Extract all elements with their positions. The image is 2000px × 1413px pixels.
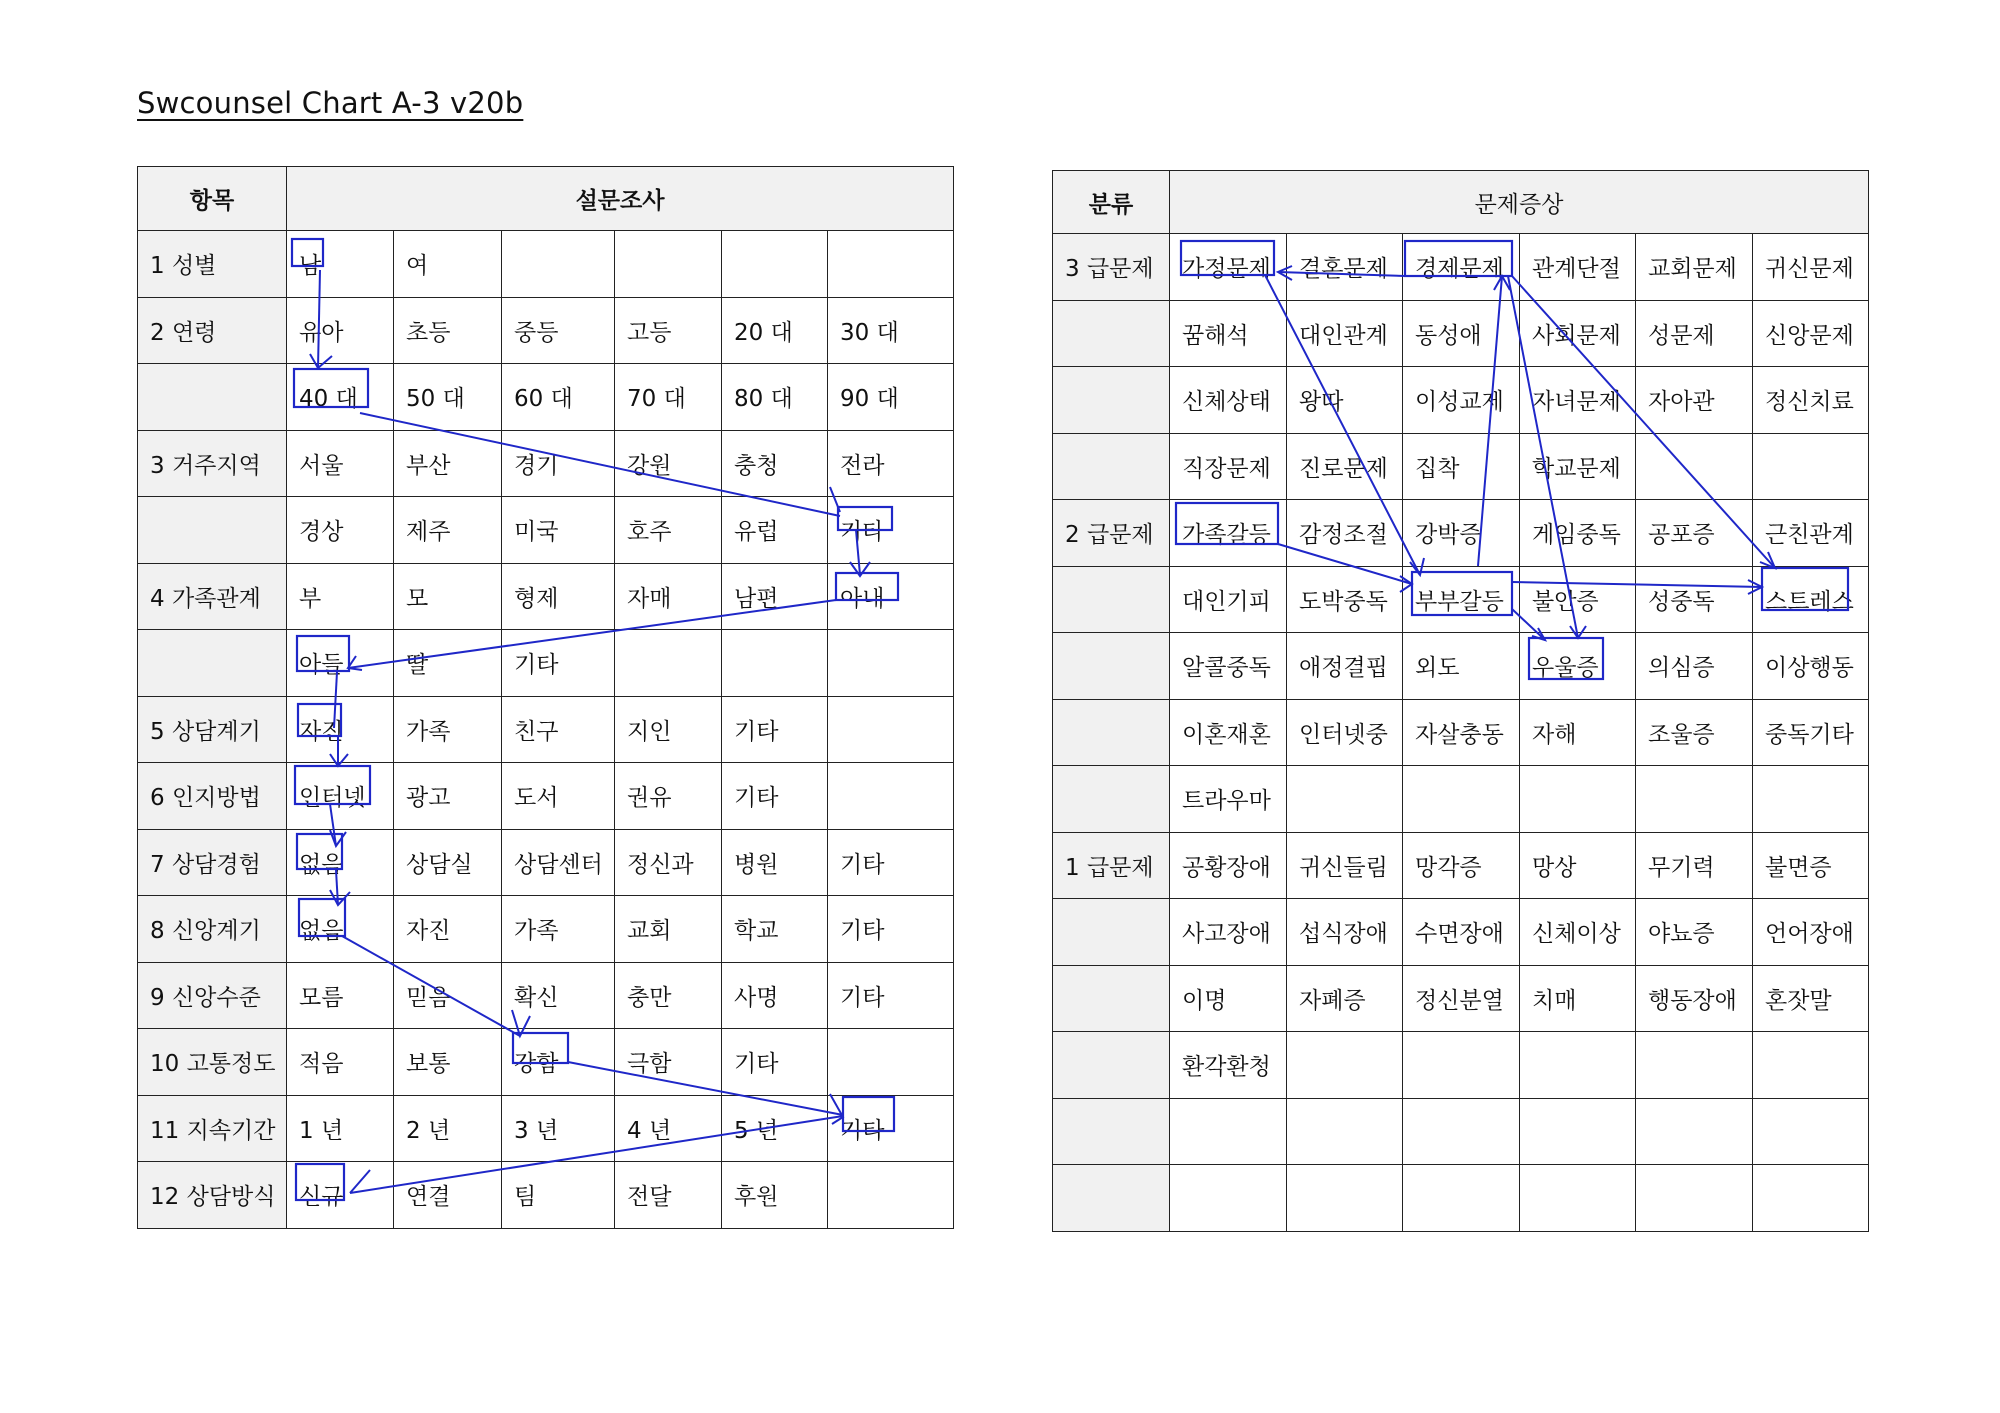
problems-option-cell: 자살충동 <box>1403 699 1520 766</box>
problems-option-cell: 이성교제 <box>1403 367 1520 434</box>
survey-option-cell: 경상 <box>287 497 394 564</box>
problems-option-cell: 이명 <box>1170 965 1287 1032</box>
survey-row <box>138 962 954 1029</box>
problems-row-label <box>1053 899 1170 966</box>
survey-option-cell: 충만 <box>615 962 722 1029</box>
survey-option-cell: 보통 <box>394 1029 502 1096</box>
survey-option-cell: 2 년 <box>394 1095 502 1162</box>
survey-option-cell <box>615 630 722 697</box>
survey-option-cell: 부 <box>287 563 394 630</box>
problems-option-cell: 의심증 <box>1636 633 1753 700</box>
problems-option-cell <box>1753 1165 1869 1232</box>
problems-option-cell: 관계단절 <box>1520 234 1636 301</box>
survey-option-cell: 남 <box>287 231 394 298</box>
survey-option-cell: 4 년 <box>615 1095 722 1162</box>
problems-option-cell <box>1520 1098 1636 1165</box>
survey-option-cell: 권유 <box>615 763 722 830</box>
problems-option-cell <box>1753 1098 1869 1165</box>
survey-option-cell: 기타 <box>722 696 828 763</box>
problems-option-cell: 교회문제 <box>1636 234 1753 301</box>
survey-row <box>138 1162 954 1229</box>
survey-row <box>138 563 954 630</box>
problems-option-cell <box>1287 766 1403 833</box>
problems-option-cell: 애정결핍 <box>1287 633 1403 700</box>
problems-option-cell: 신체상태 <box>1170 367 1287 434</box>
survey-option-cell: 정신과 <box>615 829 722 896</box>
survey-row-label: 12 상담방식 <box>138 1162 287 1229</box>
survey-option-cell: 믿음 <box>394 962 502 1029</box>
problems-option-cell: 왕따 <box>1287 367 1403 434</box>
problems-option-cell <box>1520 1032 1636 1099</box>
problems-option-cell: 중독기타 <box>1753 699 1869 766</box>
survey-option-cell: 부산 <box>394 430 502 497</box>
survey-option-cell: 유럽 <box>722 497 828 564</box>
problems-row <box>1053 1165 1869 1232</box>
survey-option-cell: 60 대 <box>502 364 615 431</box>
problems-option-cell <box>1636 1165 1753 1232</box>
survey-option-cell <box>615 231 722 298</box>
problems-option-cell: 자아관 <box>1636 367 1753 434</box>
survey-option-cell <box>722 231 828 298</box>
problems-option-cell: 대인기피 <box>1170 566 1287 633</box>
problems-option-cell <box>1753 766 1869 833</box>
problems-option-cell: 귀신문제 <box>1753 234 1869 301</box>
survey-option-cell: 80 대 <box>722 364 828 431</box>
problems-option-cell: 부부갈등 <box>1403 566 1520 633</box>
survey-row-label: 5 상담계기 <box>138 696 287 763</box>
category-header: 분류 <box>1053 171 1170 234</box>
problems-row <box>1053 1098 1869 1165</box>
survey-option-cell <box>828 1162 954 1229</box>
survey-row <box>138 1029 954 1096</box>
survey-option-cell: 강원 <box>615 430 722 497</box>
survey-option-cell: 형제 <box>502 563 615 630</box>
survey-option-cell: 호주 <box>615 497 722 564</box>
problems-row <box>1053 300 1869 367</box>
problems-option-cell <box>1287 1032 1403 1099</box>
survey-option-cell: 충청 <box>722 430 828 497</box>
problems-option-cell: 섭식장애 <box>1287 899 1403 966</box>
problems-option-cell: 사고장애 <box>1170 899 1287 966</box>
problems-option-cell: 가정문제 <box>1170 234 1287 301</box>
survey-option-cell: 강함 <box>502 1029 615 1096</box>
survey-option-cell <box>828 763 954 830</box>
survey-row <box>138 896 954 963</box>
survey-option-cell: 연결 <box>394 1162 502 1229</box>
problems-option-cell: 자녀문제 <box>1520 367 1636 434</box>
problems-option-cell <box>1636 766 1753 833</box>
problems-option-cell: 불안증 <box>1520 566 1636 633</box>
survey-option-cell: 5 년 <box>722 1095 828 1162</box>
problems-option-cell: 조울증 <box>1636 699 1753 766</box>
survey-option-cell: 서울 <box>287 430 394 497</box>
survey-option-cell: 확신 <box>502 962 615 1029</box>
survey-row-label: 6 인지방법 <box>138 763 287 830</box>
problems-row <box>1053 433 1869 500</box>
problems-option-cell: 치매 <box>1520 965 1636 1032</box>
survey-option-cell: 40 대 <box>287 364 394 431</box>
survey-option-cell: 기타 <box>502 630 615 697</box>
survey-option-cell <box>828 630 954 697</box>
problems-option-cell: 근친관계 <box>1753 500 1869 567</box>
survey-row-label: 10 고통정도 <box>138 1029 287 1096</box>
problems-option-cell <box>1403 1165 1520 1232</box>
problems-option-cell: 직장문제 <box>1170 433 1287 500</box>
problems-option-cell: 대인관계 <box>1287 300 1403 367</box>
survey-option-cell: 제주 <box>394 497 502 564</box>
problems-option-cell <box>1403 766 1520 833</box>
survey-row-label <box>138 630 287 697</box>
problems-row-label <box>1053 367 1170 434</box>
problems-option-cell: 스트레스 <box>1753 566 1869 633</box>
problems-row-label <box>1053 566 1170 633</box>
survey-row <box>138 763 954 830</box>
survey-row-label: 11 지속기간 <box>138 1095 287 1162</box>
problems-option-cell: 무기력 <box>1636 832 1753 899</box>
survey-row <box>138 1095 954 1162</box>
survey-option-cell: 자진 <box>394 896 502 963</box>
problems-option-cell: 정신분열 <box>1403 965 1520 1032</box>
survey-option-cell: 사명 <box>722 962 828 1029</box>
problems-row <box>1053 1032 1869 1099</box>
problems-option-cell: 이혼재혼 <box>1170 699 1287 766</box>
survey-option-cell: 신규 <box>287 1162 394 1229</box>
problems-option-cell: 혼잣말 <box>1753 965 1869 1032</box>
problems-option-cell <box>1636 1032 1753 1099</box>
problems-option-cell: 귀신들림 <box>1287 832 1403 899</box>
problems-row-label <box>1053 1098 1170 1165</box>
problems-option-cell: 망각증 <box>1403 832 1520 899</box>
survey-row <box>138 297 954 364</box>
survey-option-cell: 친구 <box>502 696 615 763</box>
survey-option-cell: 기타 <box>828 1095 954 1162</box>
problems-option-cell: 언어장애 <box>1753 899 1869 966</box>
survey-option-cell: 극함 <box>615 1029 722 1096</box>
problems-option-cell: 공포증 <box>1636 500 1753 567</box>
problems-option-cell <box>1287 1098 1403 1165</box>
survey-option-cell: 고등 <box>615 297 722 364</box>
problems-option-cell <box>1287 1165 1403 1232</box>
survey-option-cell: 지인 <box>615 696 722 763</box>
problems-option-cell <box>1403 1098 1520 1165</box>
document-title: Swcounsel Chart A-3 v20b <box>137 86 524 120</box>
problems-option-cell: 도박중독 <box>1287 566 1403 633</box>
problems-option-cell: 외도 <box>1403 633 1520 700</box>
survey-row-label: 1 성별 <box>138 231 287 298</box>
problems-option-cell: 수면장애 <box>1403 899 1520 966</box>
survey-option-cell: 전라 <box>828 430 954 497</box>
survey-option-cell <box>502 231 615 298</box>
survey-option-cell <box>828 1029 954 1096</box>
problems-option-cell: 자폐증 <box>1287 965 1403 1032</box>
survey-option-cell: 인터넷 <box>287 763 394 830</box>
survey-option-cell: 기타 <box>828 896 954 963</box>
symptoms-header: 문제증상 <box>1170 171 1869 234</box>
survey-option-cell: 팀 <box>502 1162 615 1229</box>
problems-option-cell: 동성애 <box>1403 300 1520 367</box>
problems-row <box>1053 899 1869 966</box>
survey-row <box>138 630 954 697</box>
survey-option-cell: 기타 <box>722 1029 828 1096</box>
problems-option-cell: 공황장애 <box>1170 832 1287 899</box>
survey-row <box>138 829 954 896</box>
problems-option-cell: 망상 <box>1520 832 1636 899</box>
survey-row-label: 9 신앙수준 <box>138 962 287 1029</box>
survey-option-cell: 교회 <box>615 896 722 963</box>
survey-option-cell: 적음 <box>287 1029 394 1096</box>
survey-option-cell: 학교 <box>722 896 828 963</box>
problems-option-cell <box>1636 1098 1753 1165</box>
problems-row <box>1053 633 1869 700</box>
survey-option-cell: 전달 <box>615 1162 722 1229</box>
survey-option-cell: 초등 <box>394 297 502 364</box>
problems-row-label <box>1053 699 1170 766</box>
problems-option-cell: 야뇨증 <box>1636 899 1753 966</box>
survey-option-cell: 30 대 <box>828 297 954 364</box>
survey-row <box>138 231 954 298</box>
survey-option-cell: 유아 <box>287 297 394 364</box>
survey-option-cell: 가족 <box>502 896 615 963</box>
survey-option-cell: 20 대 <box>722 297 828 364</box>
problems-option-cell: 감정조절 <box>1287 500 1403 567</box>
problems-option-cell: 성중독 <box>1636 566 1753 633</box>
problems-row <box>1053 367 1869 434</box>
problems-row <box>1053 832 1869 899</box>
problems-row-label: 3 급문제 <box>1053 234 1170 301</box>
survey-option-cell: 경기 <box>502 430 615 497</box>
problems-option-cell: 가족갈등 <box>1170 500 1287 567</box>
survey-option-cell: 기타 <box>828 497 954 564</box>
survey-option-cell: 50 대 <box>394 364 502 431</box>
survey-option-cell: 기타 <box>722 763 828 830</box>
survey-row-label: 8 신앙계기 <box>138 896 287 963</box>
problems-row <box>1053 965 1869 1032</box>
problems-option-cell <box>1170 1165 1287 1232</box>
survey-row <box>138 430 954 497</box>
survey-row <box>138 364 954 431</box>
survey-option-cell: 90 대 <box>828 364 954 431</box>
problems-option-cell <box>1753 433 1869 500</box>
survey-option-cell: 여 <box>394 231 502 298</box>
problems-option-cell: 경제문제 <box>1403 234 1520 301</box>
survey-row <box>138 696 954 763</box>
survey-item-header: 항목 <box>138 167 287 231</box>
survey-row-label: 2 연령 <box>138 297 287 364</box>
problems-row-label: 2 급문제 <box>1053 500 1170 567</box>
problems-option-cell <box>1170 1098 1287 1165</box>
problems-option-cell: 강박증 <box>1403 500 1520 567</box>
survey-option-cell: 3 년 <box>502 1095 615 1162</box>
problems-option-cell: 사회문제 <box>1520 300 1636 367</box>
problems-option-cell: 이상행동 <box>1753 633 1869 700</box>
problems-option-cell: 정신치료 <box>1753 367 1869 434</box>
problems-option-cell <box>1753 1032 1869 1099</box>
survey-option-cell: 미국 <box>502 497 615 564</box>
problems-row <box>1053 699 1869 766</box>
survey-option-cell: 기타 <box>828 962 954 1029</box>
survey-option-cell: 상담센터 <box>502 829 615 896</box>
problems-row <box>1053 500 1869 567</box>
survey-option-cell: 자매 <box>615 563 722 630</box>
problems-option-cell: 행동장애 <box>1636 965 1753 1032</box>
problems-option-cell: 결혼문제 <box>1287 234 1403 301</box>
problems-option-cell: 게임중독 <box>1520 500 1636 567</box>
survey-option-cell: 병원 <box>722 829 828 896</box>
survey-option-cell: 1 년 <box>287 1095 394 1162</box>
survey-row-label: 3 거주지역 <box>138 430 287 497</box>
survey-option-cell: 딸 <box>394 630 502 697</box>
problems-row-label: 1 급문제 <box>1053 832 1170 899</box>
survey-option-cell: 아들 <box>287 630 394 697</box>
problems-row-label <box>1053 300 1170 367</box>
survey-header: 설문조사 <box>287 167 954 231</box>
problems-option-cell: 꿈해석 <box>1170 300 1287 367</box>
survey-option-cell <box>828 231 954 298</box>
survey-option-cell: 아내 <box>828 563 954 630</box>
problems-row-label <box>1053 433 1170 500</box>
survey-row-label <box>138 497 287 564</box>
survey-option-cell: 자진 <box>287 696 394 763</box>
problems-row-label <box>1053 1032 1170 1099</box>
problems-option-cell: 인터넷중 <box>1287 699 1403 766</box>
survey-option-cell: 중등 <box>502 297 615 364</box>
problems-row <box>1053 566 1869 633</box>
problems-option-cell: 집착 <box>1403 433 1520 500</box>
problems-option-cell: 불면증 <box>1753 832 1869 899</box>
problems-option-cell <box>1636 433 1753 500</box>
survey-option-cell: 모 <box>394 563 502 630</box>
problems-row-label <box>1053 965 1170 1032</box>
survey-option-cell: 광고 <box>394 763 502 830</box>
survey-option-cell: 모름 <box>287 962 394 1029</box>
survey-table <box>137 166 954 1229</box>
survey-option-cell: 상담실 <box>394 829 502 896</box>
problems-option-cell: 진로문제 <box>1287 433 1403 500</box>
survey-option-cell <box>722 630 828 697</box>
problems-row-label <box>1053 766 1170 833</box>
problems-option-cell: 우울증 <box>1520 633 1636 700</box>
problems-option-cell: 신앙문제 <box>1753 300 1869 367</box>
problems-option-cell <box>1403 1032 1520 1099</box>
survey-option-cell: 70 대 <box>615 364 722 431</box>
survey-row-label <box>138 364 287 431</box>
problems-option-cell: 자해 <box>1520 699 1636 766</box>
survey-option-cell: 없음 <box>287 896 394 963</box>
survey-option-cell: 남편 <box>722 563 828 630</box>
survey-option-cell: 없음 <box>287 829 394 896</box>
problems-option-cell: 신체이상 <box>1520 899 1636 966</box>
survey-option-cell <box>828 696 954 763</box>
survey-option-cell: 가족 <box>394 696 502 763</box>
problems-option-cell: 알콜중독 <box>1170 633 1287 700</box>
problems-option-cell: 성문제 <box>1636 300 1753 367</box>
survey-row <box>138 497 954 564</box>
problems-row <box>1053 766 1869 833</box>
problems-row-label <box>1053 1165 1170 1232</box>
survey-option-cell: 후원 <box>722 1162 828 1229</box>
survey-row-label: 7 상담경험 <box>138 829 287 896</box>
problems-option-cell: 환각환청 <box>1170 1032 1287 1099</box>
problems-option-cell: 학교문제 <box>1520 433 1636 500</box>
problem-symptom-table <box>1052 170 1869 1232</box>
survey-row-label: 4 가족관계 <box>138 563 287 630</box>
problems-option-cell <box>1520 766 1636 833</box>
problems-row-label <box>1053 633 1170 700</box>
survey-option-cell: 도서 <box>502 763 615 830</box>
problems-row <box>1053 234 1869 301</box>
problems-option-cell: 트라우마 <box>1170 766 1287 833</box>
problems-option-cell <box>1520 1165 1636 1232</box>
survey-option-cell: 기타 <box>828 829 954 896</box>
